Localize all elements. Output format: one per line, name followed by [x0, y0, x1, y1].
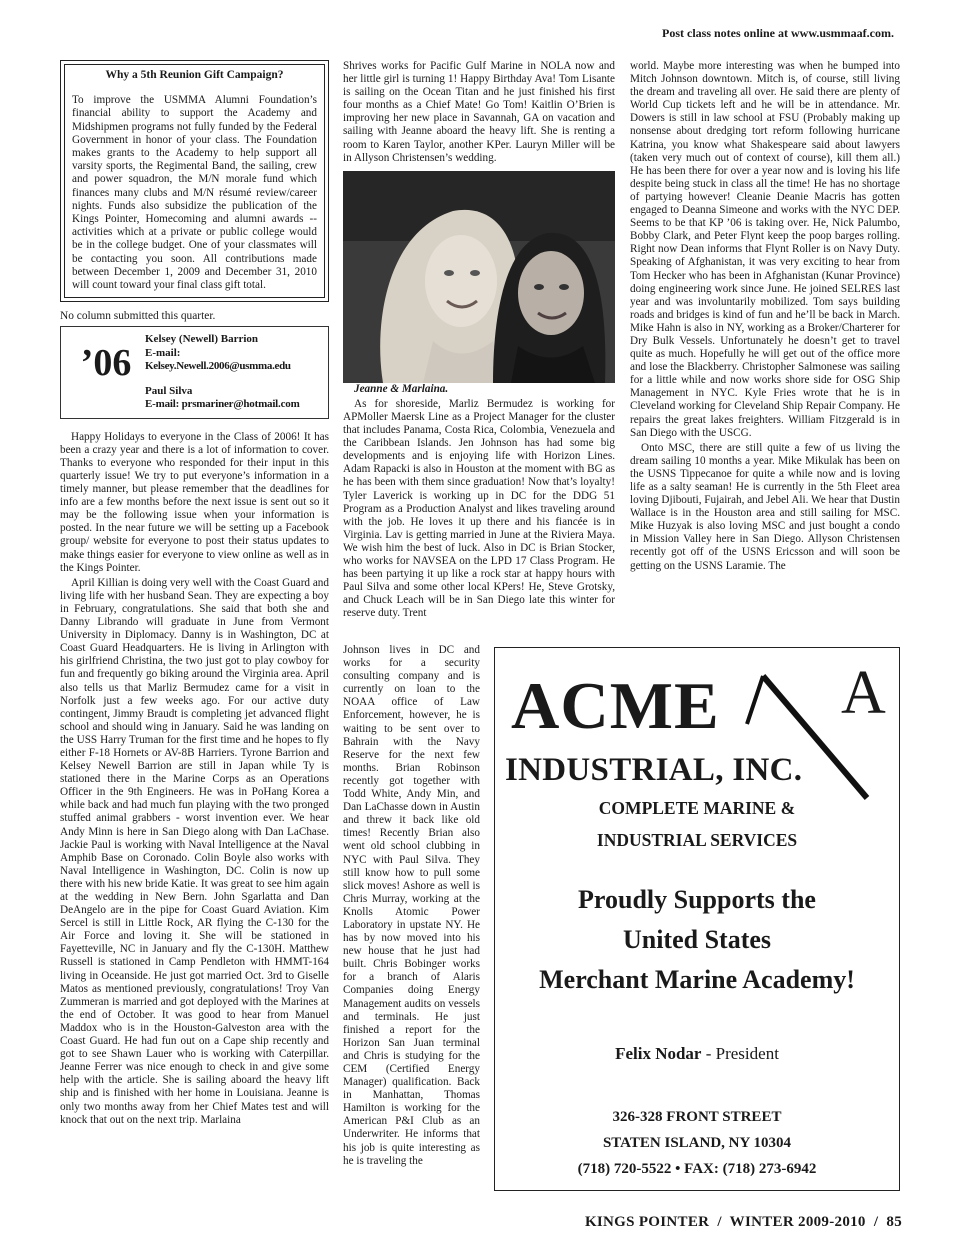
acme-advertisement — [494, 647, 900, 1191]
photo-jeanne-marlaina — [343, 171, 615, 383]
col-mid-paragraph: As for shoreside, Marliz Bermudez is working for APMoller Maersk Line as a Project Manager for the cluster that includes Panama, Costa Rica, Colombia, Venezuela and the Caribbean Islands. Jen Johnson has had some big developments and is enjoying life with Horizon Lines. Adam Rapacki is also in Houston at the moment with BG as he has been with them since graduation! Now that’s loyalty! Tyler Laverick is working up in DC for the DDG 51 Program as a Production Analyst and likes traveling around with the job. He loves it up there and his fiancée is in Virginia. Lav is getting married in June at the Riviera Maya. We wish him the best of luck. Also in DC is Brian Stocker, who works for NAVSEA on the LPD 17 Class Program. He has been partying it up like a rock star at happy hours with Paul Silva and some other local KPers! He, Steve Grotsky, and Chuck Leach will be in San Diego late this winter for reserve duty. Trent — [343, 397, 615, 620]
col-left-paragraph: April Killian is doing very well with the Coast Guard and living life with her husband Sean. They are expecting a boy in February, congratulations. She said that both she and Danny Librando will graduate in June from Vermont University in Diplomacy. Danny is in Washington, DC at Coast Guard Headquarters. He is living in Arlington with his girlfriend Christina, the two just got to play cowboy for fun and frequently go biking around the Virginia area. April also tells us that Marliz Bermudez came for a visit in Norfolk just a few weeks ago. For our active duty contingent, Jimmy Braudt is completing jet advanced flight school and should wing in January. Said he was landing on the USS Harry Truman for the first time and he hopes to fly either F-18 Hornets or AV-8B Harriers. Tyrone Barrion and Kelsey Newell Barrion are still in Japan while Ty is stationed there in the Marine Corps as an Operations Officer in the 9th Engineers. He was in PoHang Korea a while back and had much fun playing with the two pronged stuffed animal grabbers - worst invention ever. We hear Andy Minn is here in San Diego along with Dan LaChase. Jackie Paul is working with Naval Intelligence at the Naval Amphib Base on Coronado. Colin Boyle also works with Naval Intelligence in Washington, DC. Colin is now up there with his new bride Katie. It was great to see him again at the wedding in New Bern. John Sgarlatta and Dan DeAngelo are in the pipe for Coast Guard Aviation. Kim Sercel is still in Little Rock, AR flying the C-130 for the Air Force and loving it. She will be stationed in Fayetteville, NC in January and fly the C-130H. Matthew Russell is stationed in Camp Pendleton with HMMT-164 living in Oceanside. He just got married Oct. 3rd to Giselle Matos as mentioned previously, congratulations! Troy Van Zummeran is married and got deployed with the Marines at the end of October. It was good to hear from Manuel Maddox who is in the Houston-Galveston area with the Coast Guard. He had fun out on a Cape ship recently and got to see Shawn Lauer who is working with Caterpillar. Jeanne Ferrer was nice enough to check in and give some help with the article. She is sailing aboard the heavy lift ship and is finished with her home in Louisiana. Jeanne is only two months away from her Chief Mates test and will knock that out on the next trip. Marlaina — [60, 576, 329, 1126]
header-note: Post class notes online at www.usmmaaf.com. — [662, 26, 894, 40]
photo-caption: Jeanne & Marlaina. — [354, 382, 449, 395]
ad-president — [495, 1044, 899, 1064]
ad-industrial: INDUSTRIAL, INC. — [505, 752, 803, 788]
reunion-box-body: To improve the USMMA Alumni Foundation’s financial ability to support the Academy and Midshipmen programs not fully funded by the Federal Government in honor of your class. The Foundation makes grants to the Academy to help support all varsity sports, the Regimental Band, the sailing, crew and power squadron, the M/N morale fund which finances many clubs and M/N résumé review/career nights. Funds also subsidize the publication of the Kings Pointer, Homecoming and alumni awards -- activities which at a private or public college would be in the college budget. One of your classmates will be contacting you soon. All contributions made between December 1, 2009 and December 31, 2010 will count toward your final class gift total. — [72, 94, 317, 291]
reunion-box-title: Why a 5th Reunion Gift Campaign? — [105, 69, 284, 81]
col-right-paragraph: world. Maybe more interesting was when he bumped into Mitch Johnson downtown. Mitch is, of course, still living the dream and traveling all over. He said there are plenty of World Cup tickets left and he will be in attendance. Mr. Dowers is still in law school at FSU (Probably making up nonsense about dredging tort reform following hurricane Katrina, you know what Shakespeare said about lawyers (taken very much out of context of course), kill them all.) He has been there for over a year now and is loving his life despite being stuck in class all the time! He has no shortage of partying however! Cleanie Deanie Macris has gotten engaged to Deanna Simeone and works with the NYC DEP. Seems to be that KP ’06 is taking over. He, Nick Palumbo, Bobby Clark, and Peter Flynt keep the poop barges rolling. Right now Dean informs that Flynt Roller is on Navy Duty. Speaking of Afghanistan, it was very exciting to hear from Tom Hecker who has been in Afghanistan (Kunar Province) doing engineering work since June. He joined SELRES last year and was involuntarily mobilized. Tom says building roads and bridges is kind of fun and he’ll be back in March. Mike Hahn is also in NY, working as a Broker/Charterer for Dry Bulk Vessels. Unfortunately he doesn’t get to travel quite as much. Hopefully he will get out of the office more and lose the Blackberry. Christopher Salmonese was sailing for a little while and now works shore side for OSG Ship Management in NYC. Kyle Fries wrote that he is in Cleveland working for Cleveland Ship Repair Company. He repairs the great lakes freighters. William Fitzgerald is in San Diego with the USCG. — [630, 60, 900, 439]
ad-services-line1: COMPLETE MARINE & — [598, 798, 796, 818]
col-right-paragraph: Onto MSC, there are still quite a few of us living the dream sailing 10 months a year. Mike Mikulak has been on the USNS Tippecanoe for quite a while now and is loving life as a salty seaman! He is currently in the 5th Fleet area loving Djibouti, Fujairah, and Jebel Ali. We hear that Dustin Wallace is in the Houston area and still sailing for MSC. Mike Huzyak is also loving MSC and just bought a condo in Mission Valley here in San Diego. Allyson Christensen recently got off of the USNS Ericsson and will soon be getting on the USNS Laramie. The — [630, 441, 900, 572]
right-column — [630, 60, 900, 575]
middle-narrow-column — [343, 644, 480, 1170]
contact2-name: Paul Silva — [145, 384, 193, 397]
contact1-email-label: E-mail: — [145, 346, 181, 359]
class-contacts — [145, 333, 300, 412]
class-of-06-box — [60, 326, 329, 419]
ad-proud-line2: United States — [622, 925, 772, 954]
page-footer: KINGS POINTER / WINTER 2009-2010 / 85 — [584, 1214, 902, 1230]
ad-address-street: 326-328 FRONT STREET — [612, 1109, 782, 1125]
left-column — [60, 60, 329, 1129]
col-mid-paragraph: Shrives works for Pacific Gulf Marine in NOLA now and her little girl is turning 1! Happy Birthday Ava! Tom Lisante is sailing on the Ocean Titan and he just finished his first four months as a Chief Mate! Go Tom! Kaitlin O’Brien is improving her new place in Savannah, GA on vacation and sailing with Jeanne aboard the heavy lift. She is renting a room to Karen Taylor, another KPer. Lauryn Miller will be in Allyson Christensen’s wedding. — [343, 60, 615, 164]
ad-address-city: STATEN ISLAND, NY 10304 — [602, 1135, 792, 1151]
contact1-name: Kelsey (Newell) Barrion — [145, 333, 259, 346]
ad-a-letter: A — [841, 659, 886, 727]
contact2-email: E-mail: prsmariner@hotmail.com — [145, 398, 300, 411]
middle-column — [343, 60, 615, 622]
col-mid-narrow-paragraph: Johnson lives in DC and works for a security consulting company and is currently on loan to the NOAA office of Law Enforcement, however, he is waiting to be sent over to Bahrain with the Navy Reserve for the next few months. Brian Robinson recently got together with Todd White, Andy Min, and Dan LaChasse down in Austin and threw it back like old times! Recently Brian also went old school clubbing in NYC with Paul Silva. They still know how to pull some slick moves! Ashore as well is Chris Murray, working at the Knolls Atomic Power Laboratory in upstate NY. He has by now moved into his new house that he just had built. Chris Bobinger works for a branch of Alaris Companies doing Energy Management audits on vessels and terminals. He just finished a report for the Horizon San Juan terminal and Chris is studying for the CEM (Certified Energy Manager) qualification. Back in Manhattan, Thomas Hamilton is working for the American P&I Club as an Underwriter. He informs that his job is quite interesting as he is traveling the — [343, 644, 480, 1167]
class-year: ’06 — [80, 342, 132, 385]
reunion-gift-box — [60, 60, 329, 302]
contact1-email: Kelsey.Newell.2006@usmma.edu — [145, 360, 291, 373]
col-left-paragraph: Happy Holidays to everyone in the Class of 2006! It has been a crazy year and there is a lot of information to cover. Thanks to everyone who responded for their input in this quarterly issue! We try to put everyone’s information in a timely manner, but please remember that the deadlines for info are a few months before the next issue is sent out so it may be the following issue when your information is posted. In the near future we will be setting up a Facebook group/ website for everyone to post their status updates to make things easier for everyone to view online as well as in the Kings Pointer. — [60, 430, 329, 574]
ad-proud-line1: Proudly Supports the — [578, 885, 816, 914]
ad-president-name: Felix Nodar — [615, 1044, 702, 1063]
ad-proud-line3: Merchant Marine Academy! — [539, 965, 855, 994]
no-column-note: No column submitted this quarter. — [60, 310, 216, 323]
ad-president-title: - President — [701, 1044, 779, 1063]
ad-phone-fax: (718) 720-5522 • FAX: (718) 273-6942 — [577, 1161, 817, 1177]
ad-acme-wordmark: ACME — [511, 669, 720, 743]
ad-services-line2: INDUSTRIAL SERVICES — [596, 830, 798, 850]
